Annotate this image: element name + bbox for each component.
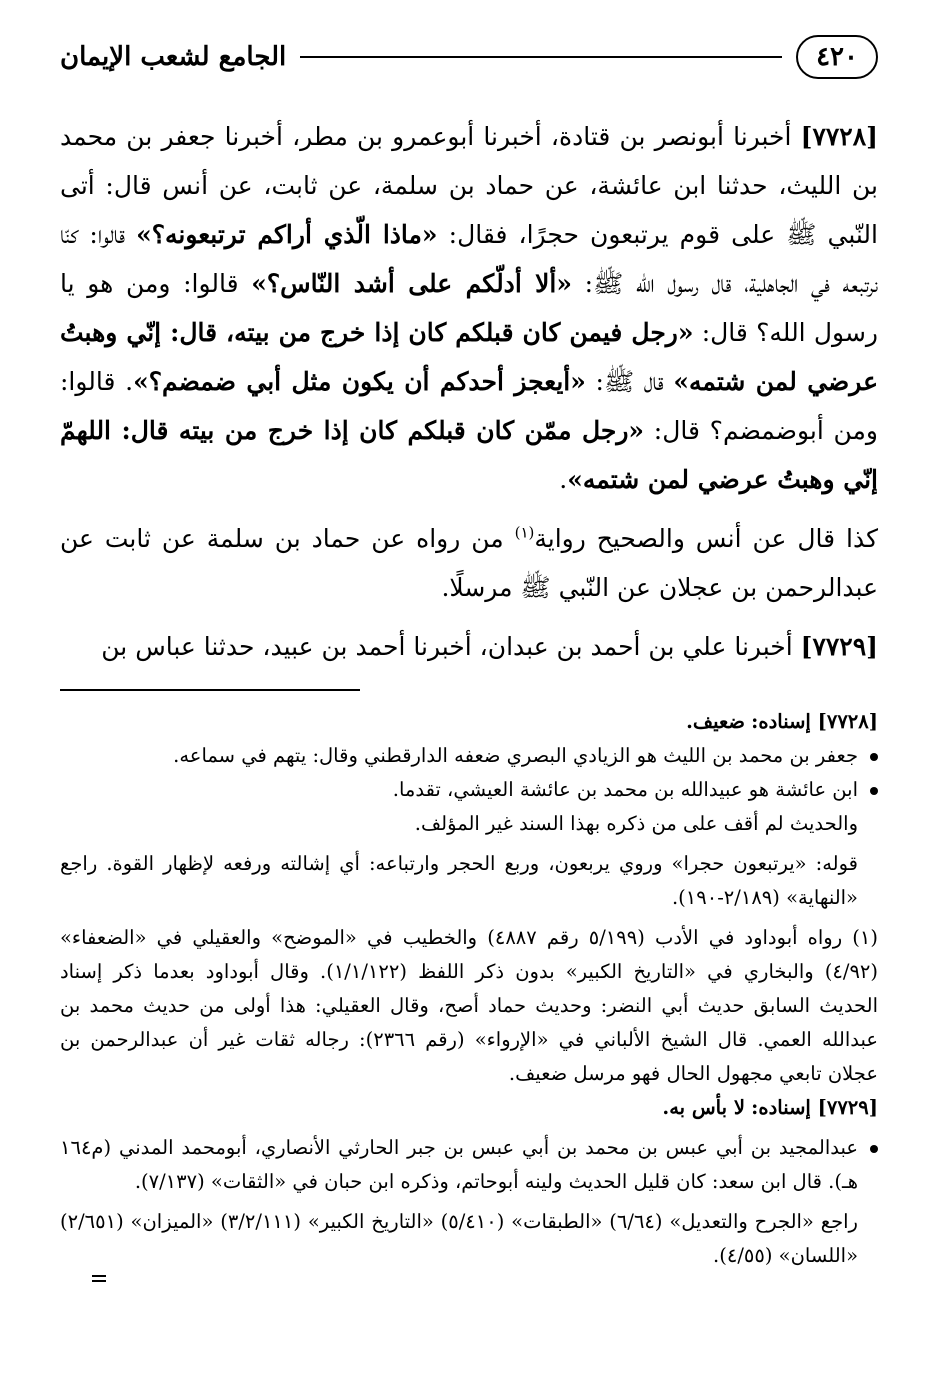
- isnad-grade: لا بأس به.: [662, 1096, 745, 1119]
- note-line: قوله: «يرتبعون حجرا» وروي يربعون، وربع الحجر وارتباعه: أي إشالته ورفعه لإظهار القوة. راجع «النهاية» (٢/١٨٩-١٩٠).: [60, 852, 858, 909]
- isnad-label: [٧٧٢٨] إسناده:: [751, 710, 878, 733]
- book-page: [60, 30, 878, 1282]
- hadith-text: أخبرنا أبونصر بن قتادة، أخبرنا أبوعمرو بن مطر، أخبرنا جعفر بن محمد بن الليث، حدثنا ابن عائشة، عن حماد بن سلمة، عن ثابت، عن أنس قال: أتى النّبي ﷺ على قوم يرتبعون حجرًا، فقال:: [60, 122, 878, 249]
- end-mark: [92, 1275, 106, 1282]
- footnote-1: (١) رواه أبوداود في الأدب (٥/١٩٩ رقم ٤٨٨٧) والخطيب في «الموضح» والعقيلي في «الضعفاء» (٤/٩٢) والبخاري في «التاريخ الكبير» بدون ذكر اللفظ (١/١/١٢٢). وقال أبوداود بعدما ذكر إسناد الحديث السابق حديث أبي النضر: وحديث حماد أصح، وقال العقيلي: هذا أولى من حديث محمد بن عبدالله العمي. قال الشيخ الألباني في «الإرواء» (رقم ٢٣٦٦): رجاله ثقات غير أن عبدالرحمن بن عجلان تابعي مجهول الحال فهو مرسل ضعيف.: [60, 926, 879, 1085]
- author-comment: [60, 514, 878, 612]
- comment-text: من رواه عن حماد بن سلمة عن ثابت عن عبدالرحمن بن عجلان عن النّبي ﷺ مرسلًا.: [60, 524, 878, 602]
- footnote-separator: [60, 689, 360, 691]
- hadith-text: .: [559, 465, 568, 494]
- comment-text: كذا قال عن أنس والصحيح رواية: [534, 524, 879, 553]
- main-text: [60, 112, 878, 671]
- prophetic-quote: «رجل فيمن كان قبلكم كان إذا خرج من بيته، قال: إنّي وهبتُ عرضي لمن شتمه»: [60, 318, 878, 396]
- prophetic-quote: «أيعجز أحدكم أن يكون مثل أبي ضمضم؟»: [133, 367, 586, 396]
- isnad-label: [٧٧٢٩] إسناده:: [751, 1096, 878, 1119]
- note-line: راجع «الجرح والتعديل» (٦/٦٤) «الطبقات» (٥/٤١٠) «التاريخ الكبير» (٣/٢/١١١) «الميزان» (٢/٦٥١) «اللسان» (٤/٥٥).: [60, 1210, 858, 1267]
- hadith-7728: [60, 112, 878, 504]
- hadith-text: . قالوا: ومن أبوضمضم؟ قال:: [60, 367, 878, 445]
- header-rule: [300, 56, 782, 58]
- note-line: والحديث لم أقف على من ذكره بهذا السند غير المؤلف.: [414, 812, 858, 835]
- prophetic-quote: «رجل ممّن كان قبلكم كان إذا خرج من بيته قال: اللهمّ إنّي وهبتُ عرضي لمن شتمه»: [60, 416, 878, 494]
- hadith-text: قالوا: كنّا نرتبعه في الجاهلية، قال رسول الله ﷺ:: [60, 220, 879, 298]
- note-bullet: عبدالمجيد بن أبي عبس بن محمد بن أبي عبس بن جبر الحارثي الأنصاري، أبومحمد المدني (م١٦٤ هـ). قال ابن سعد: كان قليل الحديث ولينه أبوحاتم، وذكره ابن حبان في «الثقات» (٧/١٣٧).: [60, 1131, 878, 1199]
- note-bullet: ابن عائشة هو عبيدالله بن محمد بن عائشة العيشي، تقدما.: [60, 773, 878, 807]
- isnad-grade: ضعيف.: [686, 710, 745, 733]
- hadith-text: قال ﷺ:: [595, 367, 664, 396]
- footnotes: [60, 705, 878, 1282]
- page-number: ٤٢٠: [796, 35, 878, 79]
- note-7728-head: [60, 705, 878, 739]
- page-header: [60, 30, 878, 84]
- hadith-text: قالوا: ومن هو يا رسول الله؟ قال:: [60, 269, 878, 347]
- hadith-text: أخبرنا علي بن أحمد بن عبدان، أخبرنا أحمد بن عبيد، حدثنا عباس بن: [101, 632, 793, 661]
- hadith-number: [٧٧٢٨]: [800, 122, 879, 151]
- hadith-number: [٧٧٢٩]: [800, 632, 878, 661]
- book-title: الجامع لشعب الإيمان: [60, 42, 287, 72]
- hadith-7729: [60, 622, 878, 671]
- prophetic-quote: «ألا أدلّكم على أشد النّاس؟»: [251, 269, 572, 298]
- footnote-ref[interactable]: (١): [514, 523, 535, 542]
- prophetic-quote: «ماذا الّذي أراكم ترتبعونه؟»: [136, 220, 438, 249]
- note-7729-head: [60, 1091, 878, 1125]
- note-bullet: جعفر بن محمد بن الليث هو الزيادي البصري ضعفه الدارقطني وقال: يتهم في سماعه.: [60, 739, 878, 773]
